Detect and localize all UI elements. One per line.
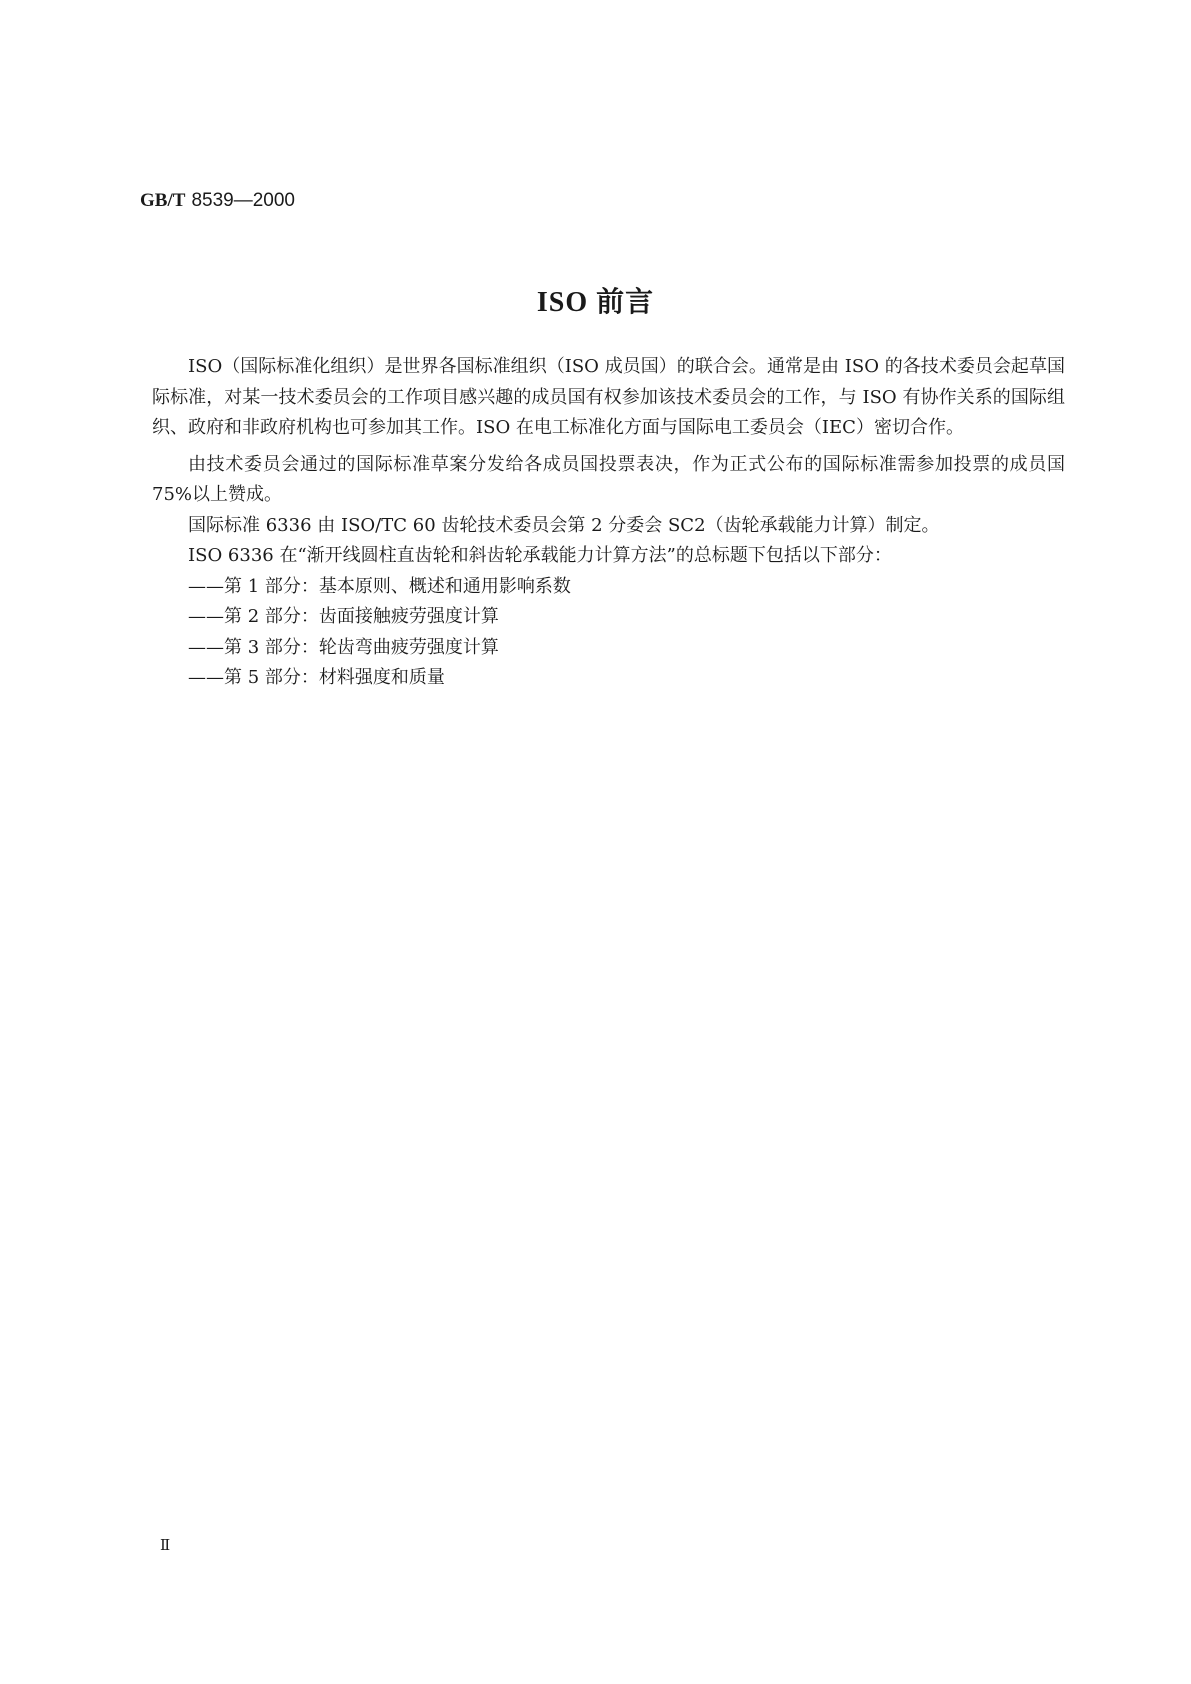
parts-list xyxy=(152,572,1065,694)
page-number: Ⅱ xyxy=(160,1538,171,1554)
standard-number: 8539—2000 xyxy=(191,190,295,211)
list-item-part-1: ——第 1 部分：基本原则、概述和通用影响系数 xyxy=(188,575,571,597)
paragraph-iso-intro: ISO（国际标准化组织）是世界各国标准组织（ISO 成员国）的联合会。通常是由 ISO 的各技术委员会起草国际标准，对某一技术委员会的工作项目感兴趣的成员国有权参加该技术委员会的工作，与 ISO 有协作关系的国际组织、政府和非政府机构也可参加其工作。ISO 在电工标准化方面与国际电工委员会（IEC）密切合作。 xyxy=(152,356,1065,438)
paragraph-voting: 由技术委员会通过的国际标准草案分发给各成员国投票表决，作为正式公布的国际标准需参加投票的成员国 75%以上赞成。 xyxy=(152,453,1065,505)
paragraph-standard-origin: 国际标准 6336 由 ISO/TC 60 齿轮技术委员会第 2 分委会 SC2（齿轮承载能力计算）制定。 xyxy=(188,514,940,536)
foreword-body xyxy=(152,352,1065,694)
list-item-part-5: ——第 5 部分：材料强度和质量 xyxy=(188,667,445,688)
paragraph-parts-intro: ISO 6336 在“渐开线圆柱直齿轮和斜齿轮承载能力计算方法”的总标题下包括以下部分： xyxy=(188,545,892,566)
list-item-part-3: ——第 3 部分：轮齿弯曲疲劳强度计算 xyxy=(188,636,499,658)
standard-code xyxy=(140,188,295,213)
list-item-part-2: ——第 2 部分：齿面接触疲劳强度计算 xyxy=(188,606,499,627)
page-title: ISO 前言 xyxy=(536,287,655,318)
standard-prefix: GB/T xyxy=(140,190,186,211)
